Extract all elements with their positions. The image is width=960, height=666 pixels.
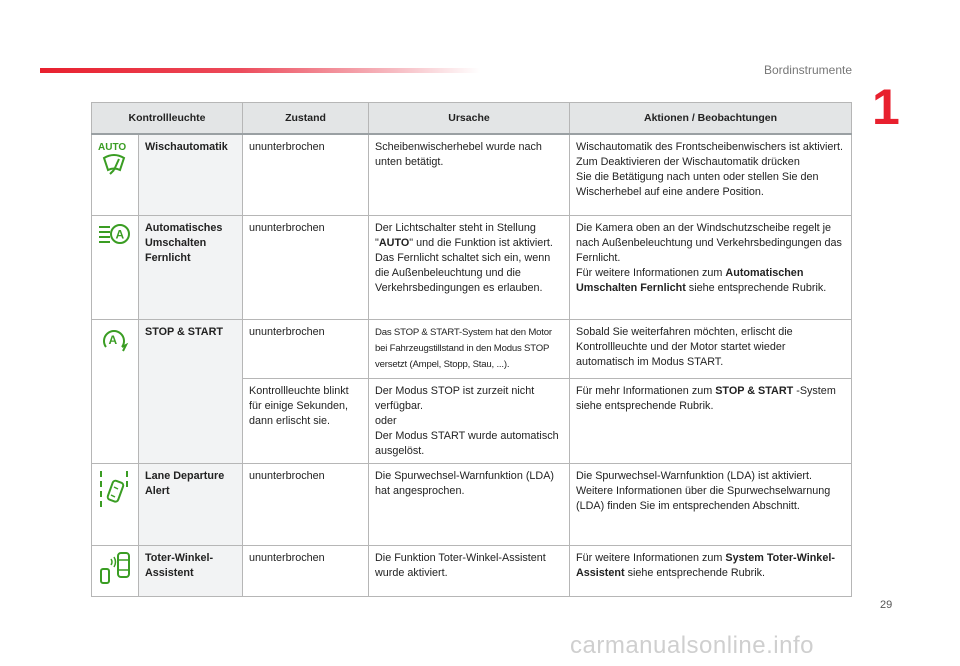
action-bold-text: System Toter-Winkel-Assistent (576, 551, 835, 579)
stop-start-icon (98, 325, 132, 353)
light-action (570, 545, 852, 596)
action-line: Sie die Betätigung nach unten oder stellen Sie den Wischerhebel auf eine andere Position. (576, 171, 819, 198)
light-action (570, 134, 852, 215)
cause-bold-text: AUTO (378, 236, 410, 249)
light-name: Wischautomatik (139, 134, 243, 215)
watermark: carmanualsonline.info (570, 632, 814, 659)
table-row (92, 545, 852, 596)
light-state: ununterbrochen (243, 215, 369, 319)
action-text: siehe entsprechende Rubrik. (685, 281, 827, 294)
cause-text: Der Lichtschalter steht in Stellung " (375, 221, 536, 249)
svg-text:A: A (108, 332, 118, 347)
light-action (570, 378, 852, 463)
light-cause: Scheibenwischerhebel wurde nach unten betätigt. (369, 134, 570, 215)
light-cause: Die Funktion Toter-Winkel-Assistent wurde aktiviert. (369, 545, 570, 596)
cause-text: " und die Funktion ist aktiviert. (409, 236, 553, 249)
header-accent-bar (40, 68, 480, 73)
icon-cell (92, 134, 139, 215)
cause-line: Der Modus START wurde automatisch ausgelöst. (375, 429, 559, 457)
action-text: Für mehr Informationen zum (576, 384, 716, 397)
table-header-row (92, 103, 852, 135)
lane-departure-icon (98, 469, 132, 509)
light-action: Die Spurwechsel-Warnfunktion (LDA) ist aktiviert. Weitere Informationen über die Spurwechselwarnung (LDA) finden Sie im entsprechenden Abschnitt. (570, 463, 852, 545)
light-state: ununterbrochen (243, 319, 369, 378)
icon-cell (92, 463, 139, 545)
column-header-aktionen: Aktionen / Beobachtungen (570, 103, 852, 135)
light-action: Sobald Sie weiterfahren möchten, erlischt die Kontrollleuchte und der Motor startet wieder automatisch im Modus START. (570, 319, 852, 378)
light-name: Lane Departure Alert (139, 463, 243, 545)
action-text: Für weitere Informationen zum (576, 551, 726, 564)
cause-line: Der Modus STOP ist zurzeit nicht verfügbar. (375, 384, 535, 412)
light-action (570, 215, 852, 319)
action-text: -System siehe entsprechende Rubrik. (576, 384, 836, 412)
column-header-zustand: Zustand (243, 103, 369, 135)
light-cause: Das STOP & START-System hat den Motor bei Fahrzeugstillstand in den Modus STOP versetzt (Ampel, Stopp, Stau, ...). (369, 319, 570, 378)
wiper-auto-icon-label: AUTO (98, 142, 127, 153)
action-line: Wischautomatik des Frontscheibenwischers ist aktiviert. (576, 141, 844, 153)
table-row (92, 134, 852, 215)
light-state: ununterbrochen (243, 463, 369, 545)
light-name: Automatisches Umschalten Fernlicht (139, 215, 243, 319)
icon-cell (92, 545, 139, 596)
icon-cell (92, 319, 139, 463)
page-number: 29 (880, 599, 893, 611)
action-line: Zum Deaktivieren der Wischautomatik drücken (576, 156, 800, 168)
column-header-ursache: Ursache (369, 103, 570, 135)
light-state: ununterbrochen (243, 545, 369, 596)
warning-lights-table (91, 102, 852, 597)
action-bold-text: STOP & START (715, 384, 794, 397)
light-name: STOP & START (139, 319, 243, 463)
icon-cell (92, 215, 139, 319)
light-state: ununterbrochen (243, 134, 369, 215)
section-title: Bordinstrumente (763, 63, 852, 77)
action-bold-text: Automatischen Umschalten Fernlicht (576, 266, 804, 294)
wiper-auto-icon (98, 140, 132, 180)
chapter-number: 1 (872, 79, 900, 135)
cause-line: oder (375, 414, 397, 427)
action-line: Die Kamera oben an der Windschutzscheibe regelt je nach Außenbeleuchtung und Verkehrsbedingungen das Fernlicht. (576, 221, 842, 264)
light-cause (369, 215, 570, 319)
action-line (576, 266, 845, 296)
column-header-kontrollleuchte: Kontrollleuchte (92, 103, 243, 135)
light-state: Kontrollleuchte blinkt für einige Sekunden, dann erlischt sie. (243, 378, 369, 463)
svg-text:A: A (115, 227, 125, 241)
blind-spot-icon (98, 551, 132, 585)
table-row (92, 463, 852, 545)
auto-high-beam-icon (98, 221, 132, 247)
table-row (92, 319, 852, 378)
action-text: siehe entsprechende Rubrik. (624, 566, 766, 579)
light-cause (369, 378, 570, 463)
cause-line: Das Fernlicht schaltet sich ein, wenn die Außenbeleuchtung und die Verkehrsbedingungen es erlauben. (375, 251, 551, 294)
light-cause: Die Spurwechsel-Warnfunktion (LDA) hat angesprochen. (369, 463, 570, 545)
light-name: Toter-Winkel-Assistent (139, 545, 243, 596)
action-text: Für weitere Informationen zum (576, 266, 726, 279)
table-row (92, 215, 852, 319)
